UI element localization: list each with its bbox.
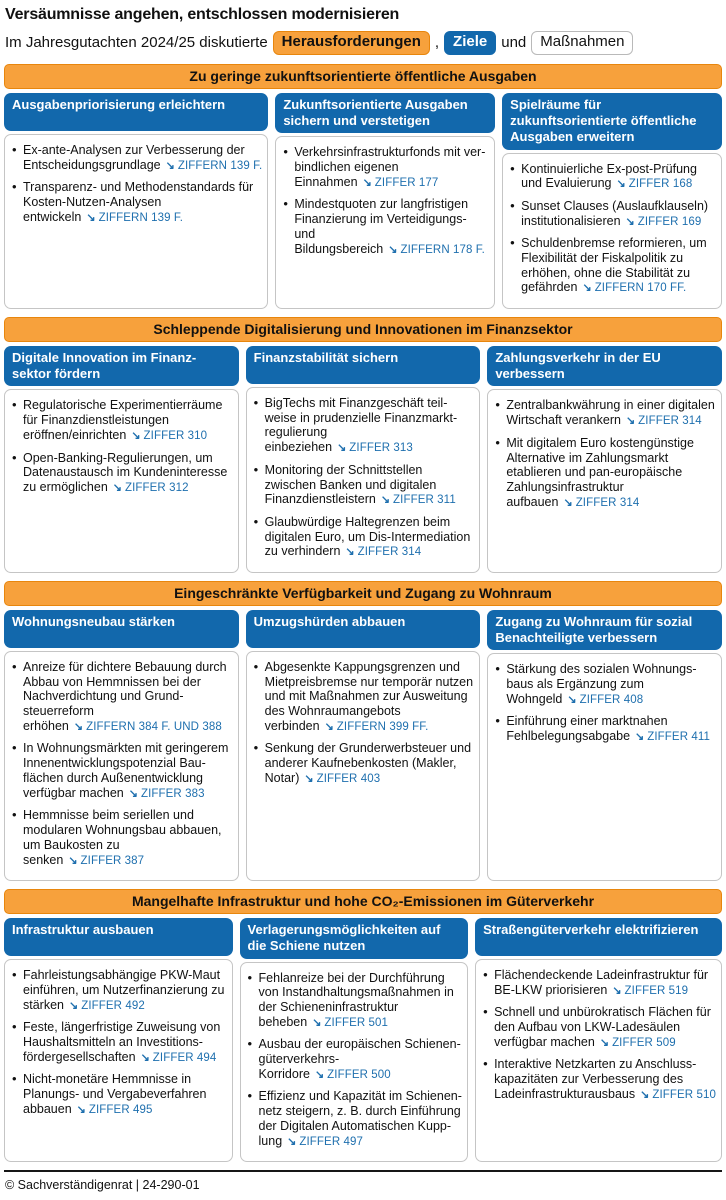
section-title-bar: Schleppende Digitalisierung und Innovationen im Finanzsektor xyxy=(4,317,722,342)
measure-text: Zentralbankwährung in einer digitalen Wirtschaft verankern xyxy=(506,398,715,428)
ziffer-link[interactable] xyxy=(635,731,710,743)
badge-herausforderungen: Herausforderungen xyxy=(273,31,430,55)
ziffer-link[interactable] xyxy=(315,1069,391,1081)
section-digitalisation-finance xyxy=(4,317,722,573)
measure-text: Anreize für dichtere Bebauung durch Abbau von Hemmnissen bei der Nachverdichtung und Grundsteuerreform erhöhen xyxy=(23,659,227,733)
footer-credit: © Sachverständigenrat | 24-290-01 xyxy=(5,1178,200,1193)
ziffer-arrow-icon: ↘ xyxy=(140,1051,150,1064)
ziffer-link-label: ZIFFER 411 xyxy=(647,731,711,744)
ziffer-link[interactable] xyxy=(600,1037,676,1049)
measures-card xyxy=(4,651,239,881)
measure-text: Verkehrsinfrastrukturfonds mit verbindlichen eigenen Einnahmen xyxy=(294,145,486,189)
ziffer-link-label: ZIFFER 495 xyxy=(88,1103,153,1116)
ziffer-link-label: ZIFFER 314 xyxy=(575,496,640,509)
measure-text: Sunset Clauses (Auslaufklauseln) institutionalisieren xyxy=(521,198,709,228)
page-header xyxy=(4,6,722,55)
measure-text: Nicht-monetäre Hemmnisse in Planungs- und Vergabeverfahren abbauen xyxy=(23,1072,207,1116)
measures-card xyxy=(275,136,495,309)
measure-text: Senkung der Grunderwerbsteuer und anderer Kaufnebenkosten (Makler, Notar) xyxy=(264,741,472,785)
ziffer-arrow-icon: ↘ xyxy=(304,772,314,785)
ziffer-link-label: ZIFFER 312 xyxy=(124,482,189,494)
ziffer-arrow-icon: ↘ xyxy=(380,494,391,507)
ziffer-link[interactable] xyxy=(345,546,421,558)
measure-text: Ex-ante-Analysen zur Verbesserung der Entscheidungsgrundlage xyxy=(23,142,245,172)
measures-card xyxy=(246,651,481,881)
measure-text: Mindestquoten zur langfristigen Finanzierung im Verteidigungs- und Bildungsbereich xyxy=(294,197,469,256)
ziffer-link-label: ZIFFER 314 xyxy=(357,546,422,559)
ziffer-link[interactable] xyxy=(69,1000,145,1012)
measure-item xyxy=(12,143,262,173)
measure-item xyxy=(483,1057,716,1102)
measure-text: Stärkung des sozialen Wohnungsbaus als Ergänzung zum Wohngeld xyxy=(506,662,697,706)
page-title: Versäumnisse angehen, entschlossen modernisieren xyxy=(5,6,400,23)
measures-list xyxy=(254,396,475,560)
ziffer-link[interactable] xyxy=(563,497,639,509)
measure-item xyxy=(12,1020,227,1065)
measure-item xyxy=(12,968,227,1013)
measure-text: Monitoring der Schnittstellen zwischen Banken und digitalen Finanzdienstleistern xyxy=(264,462,437,507)
ziffer-link-label: ZIFFER 510 xyxy=(652,1088,716,1101)
goal-column xyxy=(4,346,239,573)
subtitle-intro: Im Jahresgutachten 2024/25 diskutierte xyxy=(5,34,268,52)
goal-header: Zugang zu Wohnraum für sozial Benachteiligte verbessern xyxy=(487,610,722,651)
section-columns xyxy=(4,610,722,881)
measures-list xyxy=(254,660,475,787)
measures-card xyxy=(502,153,722,309)
goal-header: Digitale Innovation im Finanzsektor fördern xyxy=(4,346,239,387)
ziffer-arrow-icon: ↘ xyxy=(128,787,138,800)
ziffer-arrow-icon: ↘ xyxy=(582,282,592,295)
ziffer-link[interactable] xyxy=(304,773,380,785)
measure-item xyxy=(510,162,716,192)
measures-list xyxy=(495,662,716,744)
measure-text: Schnell und unbürokratisch Flächen für den Aufbau von LKW-Ladesäulen verfügbar machen xyxy=(494,1005,711,1049)
ziffer-link[interactable] xyxy=(86,212,183,224)
ziffer-arrow-icon: ↘ xyxy=(345,546,355,559)
measure-item xyxy=(248,1089,463,1149)
goal-column xyxy=(487,610,722,881)
measure-item xyxy=(483,968,716,998)
measure-text: Regulatorische Experimentierräume für Finanzdienstleistungen eröffnen/einrichten xyxy=(23,398,223,442)
goal-header: Wohnungsneubau stärken xyxy=(4,610,239,648)
measure-text: Feste, längerfristige Zuweisung von Haushaltsmitteln an Investitionsfördergesellschaften xyxy=(23,1020,221,1064)
measure-item xyxy=(12,398,233,443)
ziffer-link-label: ZIFFER 501 xyxy=(324,1016,389,1029)
ziffer-arrow-icon: ↘ xyxy=(76,1103,86,1116)
goal-column xyxy=(246,610,481,881)
ziffer-link[interactable] xyxy=(131,430,207,442)
ziffer-link-label: ZIFFER 500 xyxy=(327,1068,391,1081)
ziffer-link[interactable] xyxy=(74,721,222,733)
ziffer-arrow-icon: ↘ xyxy=(73,720,84,733)
ziffer-arrow-icon: ↘ xyxy=(640,1088,650,1101)
ziffer-arrow-icon: ↘ xyxy=(362,176,372,189)
ziffer-link-label: ZIFFER 403 xyxy=(316,772,381,785)
measure-text: Ausbau der europäischen Schienengüterverkehrs-Korridore xyxy=(258,1037,461,1081)
measure-text: Mit digitalem Euro kostengünstige Alternative im Zahlungsmarkt etablieren und pan-europäische Zahlungsinfrastruktur aufbauen xyxy=(506,435,694,509)
goal-column xyxy=(275,93,495,309)
ziffer-link-label: ZIFFERN 139 F. xyxy=(177,159,263,172)
measures-card xyxy=(487,653,722,881)
ziffer-link[interactable] xyxy=(626,216,702,228)
measure-item xyxy=(283,145,489,190)
ziffer-link-label: ZIFFER 519 xyxy=(624,984,689,997)
ziffer-link-label: ZIFFER 387 xyxy=(80,854,145,867)
ziffer-arrow-icon: ↘ xyxy=(337,442,347,455)
measures-card xyxy=(475,959,722,1162)
measure-text: BigTechs mit Finanzgeschäft teilweise in prudenzielle Finanzmarktregulierung einbeziehen xyxy=(264,395,458,455)
ziffer-arrow-icon: ↘ xyxy=(165,159,175,172)
ziffer-link[interactable] xyxy=(363,177,439,189)
ziffer-arrow-icon: ↘ xyxy=(388,243,398,256)
ziffer-arrow-icon: ↘ xyxy=(312,1016,322,1029)
measure-item xyxy=(254,515,475,560)
goal-column xyxy=(475,918,722,1162)
measure-item xyxy=(254,741,475,786)
badge-massnahmen: Maßnahmen xyxy=(531,31,633,55)
ziffer-link[interactable] xyxy=(582,282,686,294)
ziffer-link[interactable] xyxy=(77,1104,153,1116)
measure-item xyxy=(510,236,716,296)
measures-card xyxy=(487,389,722,572)
goal-header: Infrastruktur ausbauen xyxy=(4,918,233,956)
measure-item xyxy=(483,1005,716,1050)
goal-header: Zukunftsorientierte Ausgaben sichern und verstetigen xyxy=(275,93,495,134)
ziffer-link-label: ZIFFER 314 xyxy=(638,415,702,428)
ziffer-link-label: ZIFFER 492 xyxy=(81,999,145,1012)
ziffer-arrow-icon: ↘ xyxy=(324,720,334,733)
goal-header: Finanzstabilität sichern xyxy=(246,346,481,384)
measure-item xyxy=(248,971,463,1031)
ziffer-link[interactable] xyxy=(166,160,263,172)
section-columns xyxy=(4,918,722,1162)
ziffer-link[interactable] xyxy=(141,1052,217,1064)
ziffer-arrow-icon: ↘ xyxy=(563,496,573,509)
measure-text: Hemmnisse beim seriellen und modularen Wohnungsbau abbauen, um Baukosten zu senken xyxy=(23,808,222,867)
ziffer-arrow-icon: ↘ xyxy=(567,693,577,706)
ziffer-link[interactable] xyxy=(612,985,688,997)
ziffer-arrow-icon: ↘ xyxy=(625,415,636,428)
ziffer-link-label: ZIFFER 497 xyxy=(299,1135,364,1148)
ziffer-arrow-icon: ↘ xyxy=(616,178,626,191)
measure-item xyxy=(12,808,233,868)
measures-list xyxy=(12,398,233,495)
ziffer-arrow-icon: ↘ xyxy=(625,215,635,228)
measures-list xyxy=(12,968,227,1117)
measure-text: Flächendeckende Ladeinfrastruktur für BE-LKW priorisieren xyxy=(494,968,709,997)
section-title-bar: Eingeschränkte Verfügbarkeit und Zugang zu Wohnraum xyxy=(4,581,722,606)
ziffer-link[interactable] xyxy=(626,415,702,427)
measures-list xyxy=(12,660,233,868)
measure-item xyxy=(495,436,716,511)
ziffer-link-label: ZIFFER 177 xyxy=(374,176,439,189)
goal-column xyxy=(502,93,722,309)
measure-text: Effizienz und Kapazität im Schienennetz steigern, z. B. durch Einführung der Digitalen Automatischen Kupplung xyxy=(258,1089,462,1148)
measures-list xyxy=(483,968,716,1102)
ziffer-arrow-icon: ↘ xyxy=(599,1036,610,1049)
ziffer-link-label: ZIFFER 169 xyxy=(637,215,702,228)
measures-card xyxy=(246,387,481,573)
measure-item xyxy=(12,660,233,735)
measures-card xyxy=(240,962,469,1163)
ziffer-link[interactable] xyxy=(337,442,413,454)
measure-text: Schuldenbremse reformieren, um Flexibilität der Fiskalpolitik zu erhöhen, ohne die Stabilität zu gefährden xyxy=(521,236,707,295)
measure-text: Interaktive Netzkarten zu Anschlusskapazitäten zur Verbesserung des Ladeinfrastrukturausbaus xyxy=(494,1057,697,1101)
goal-column xyxy=(240,918,469,1162)
subtitle-conjunction: und xyxy=(501,34,527,52)
subtitle-comma: , xyxy=(434,34,440,52)
ziffer-link[interactable] xyxy=(640,1089,716,1101)
measure-text: Abgesenkte Kappungsgrenzen und Mietpreisbremse nur temporär nutzen und mit Maßnahmen zur Ausweitung des Wohnraumangebots verbinden xyxy=(264,659,474,733)
measures-list xyxy=(510,162,716,296)
measure-item xyxy=(495,398,716,428)
measure-text: Einführung einer marktnahen Fehlbelegungsabgabe xyxy=(506,714,668,744)
goal-column xyxy=(4,93,268,309)
ziffer-link[interactable] xyxy=(617,178,693,190)
measure-item xyxy=(12,741,233,801)
ziffer-arrow-icon: ↘ xyxy=(635,731,645,744)
ziffer-link[interactable] xyxy=(567,694,643,706)
badge-ziele: Ziele xyxy=(444,31,496,55)
ziffer-arrow-icon: ↘ xyxy=(112,482,122,494)
measure-text: Glaubwürdige Haltegrenzen beim digitalen Euro, um Dis-Intermediation zu verhindern xyxy=(264,514,471,559)
measure-text: Transparenz- und Methodenstandards für Kosten-Nutzen-Analysen entwickeln xyxy=(23,180,254,224)
measures-card xyxy=(4,389,239,572)
ziffer-link[interactable] xyxy=(388,244,485,256)
measure-item xyxy=(254,396,475,456)
measure-item xyxy=(254,463,475,508)
ziffer-arrow-icon: ↘ xyxy=(314,1068,325,1081)
ziffer-link[interactable] xyxy=(68,855,144,867)
measure-item xyxy=(12,1072,227,1117)
measure-item xyxy=(248,1037,463,1082)
ziffer-link-label: ZIFFER 408 xyxy=(579,693,644,706)
measure-text: Fahrleistungsabhängige PKW-Maut einführen, um Nutzerfinanzierung zu stärken xyxy=(23,968,225,1012)
measure-text: Open-Banking-Regulierungen, um Datenaustausch im Kundeninteresse zu ermöglichen xyxy=(23,450,228,494)
ziffer-link-label: ZIFFER 494 xyxy=(152,1051,217,1064)
ziffer-arrow-icon: ↘ xyxy=(69,999,79,1012)
ziffer-arrow-icon: ↘ xyxy=(287,1135,297,1148)
footer-divider xyxy=(4,1170,722,1172)
ziffer-link-label: ZIFFERN 170 FF. xyxy=(594,282,687,295)
goal-header: Ausgabenpriorisierung erleichtern xyxy=(4,93,268,131)
ziffer-arrow-icon: ↘ xyxy=(68,854,78,867)
section-housing xyxy=(4,581,722,881)
ziffer-link-label: ZIFFER 311 xyxy=(393,494,456,507)
ziffer-link[interactable] xyxy=(287,1136,363,1148)
measure-item xyxy=(495,714,716,744)
ziffer-link-label: ZIFFER 313 xyxy=(349,442,413,455)
measure-item xyxy=(254,660,475,735)
measures-list xyxy=(248,971,463,1150)
ziffer-link-label: ZIFFER 168 xyxy=(628,178,693,191)
measures-list xyxy=(495,398,716,510)
measures-card xyxy=(4,134,268,309)
measure-text: Kontinuierliche Ex-post-Prüfung und Evaluierung xyxy=(521,161,697,191)
ziffer-link-label: ZIFFERN 384 F. UND 388 xyxy=(86,720,222,733)
measure-item xyxy=(510,199,716,229)
ziffer-link[interactable] xyxy=(381,494,456,506)
measures-card xyxy=(4,959,233,1162)
ziffer-link[interactable] xyxy=(325,721,429,733)
section-title-bar: Zu geringe zukunftsorientierte öffentliche Ausgaben xyxy=(4,64,722,89)
ziffer-link[interactable] xyxy=(113,482,189,494)
ziffer-arrow-icon: ↘ xyxy=(612,984,622,997)
measures-list xyxy=(283,145,489,257)
goal-header: Spielräume für zukunftsorientierte öffentliche Ausgaben erweitern xyxy=(502,93,722,150)
section-columns xyxy=(4,93,722,309)
goal-header: Verlagerungsmöglichkeiten auf die Schiene nutzen xyxy=(240,918,469,959)
section-public-spending xyxy=(4,64,722,309)
ziffer-arrow-icon: ↘ xyxy=(131,429,141,442)
goal-header: Zahlungsverkehr in der EU verbessern xyxy=(487,346,722,387)
goal-column xyxy=(4,610,239,881)
measures-list xyxy=(12,143,262,225)
ziffer-link[interactable] xyxy=(129,788,205,800)
goal-header: Umzugshürden abbauen xyxy=(246,610,481,648)
goal-column xyxy=(4,918,233,1162)
goal-header: Straßengüterverkehr elektrifizieren xyxy=(475,918,722,956)
measure-item xyxy=(12,451,233,496)
measure-item xyxy=(283,197,489,257)
ziffer-link-label: ZIFFERN 139 F. xyxy=(98,211,184,224)
ziffer-link-label: ZIFFERN 399 FF. xyxy=(336,720,429,733)
ziffer-arrow-icon: ↘ xyxy=(86,211,96,224)
ziffer-link-label: ZIFFER 509 xyxy=(612,1036,676,1049)
goal-column xyxy=(246,346,481,573)
goal-column xyxy=(487,346,722,573)
ziffer-link-label: ZIFFER 383 xyxy=(140,787,205,800)
section-title-bar: Mangelhafte Infrastruktur und hohe CO₂-Emissionen im Güterverkehr xyxy=(4,889,722,914)
section-freight-transport xyxy=(4,889,722,1162)
measure-text: In Wohnungsmärkten mit geringerem Innenentwicklungspotenzial Bauflächen durch Außenentwicklung verfügbar machen xyxy=(23,741,229,800)
measure-item xyxy=(495,662,716,707)
ziffer-link-label: ZIFFER 310 xyxy=(143,429,208,442)
section-columns xyxy=(4,346,722,573)
ziffer-link-label: ZIFFERN 178 F. xyxy=(400,243,485,256)
measure-item xyxy=(12,180,262,225)
measure-text: Fehlanreize bei der Durchführung von Instandhaltungsmaßnahmen in der Schieneninfrastruktur beheben xyxy=(258,970,454,1029)
subtitle-line xyxy=(5,31,722,55)
